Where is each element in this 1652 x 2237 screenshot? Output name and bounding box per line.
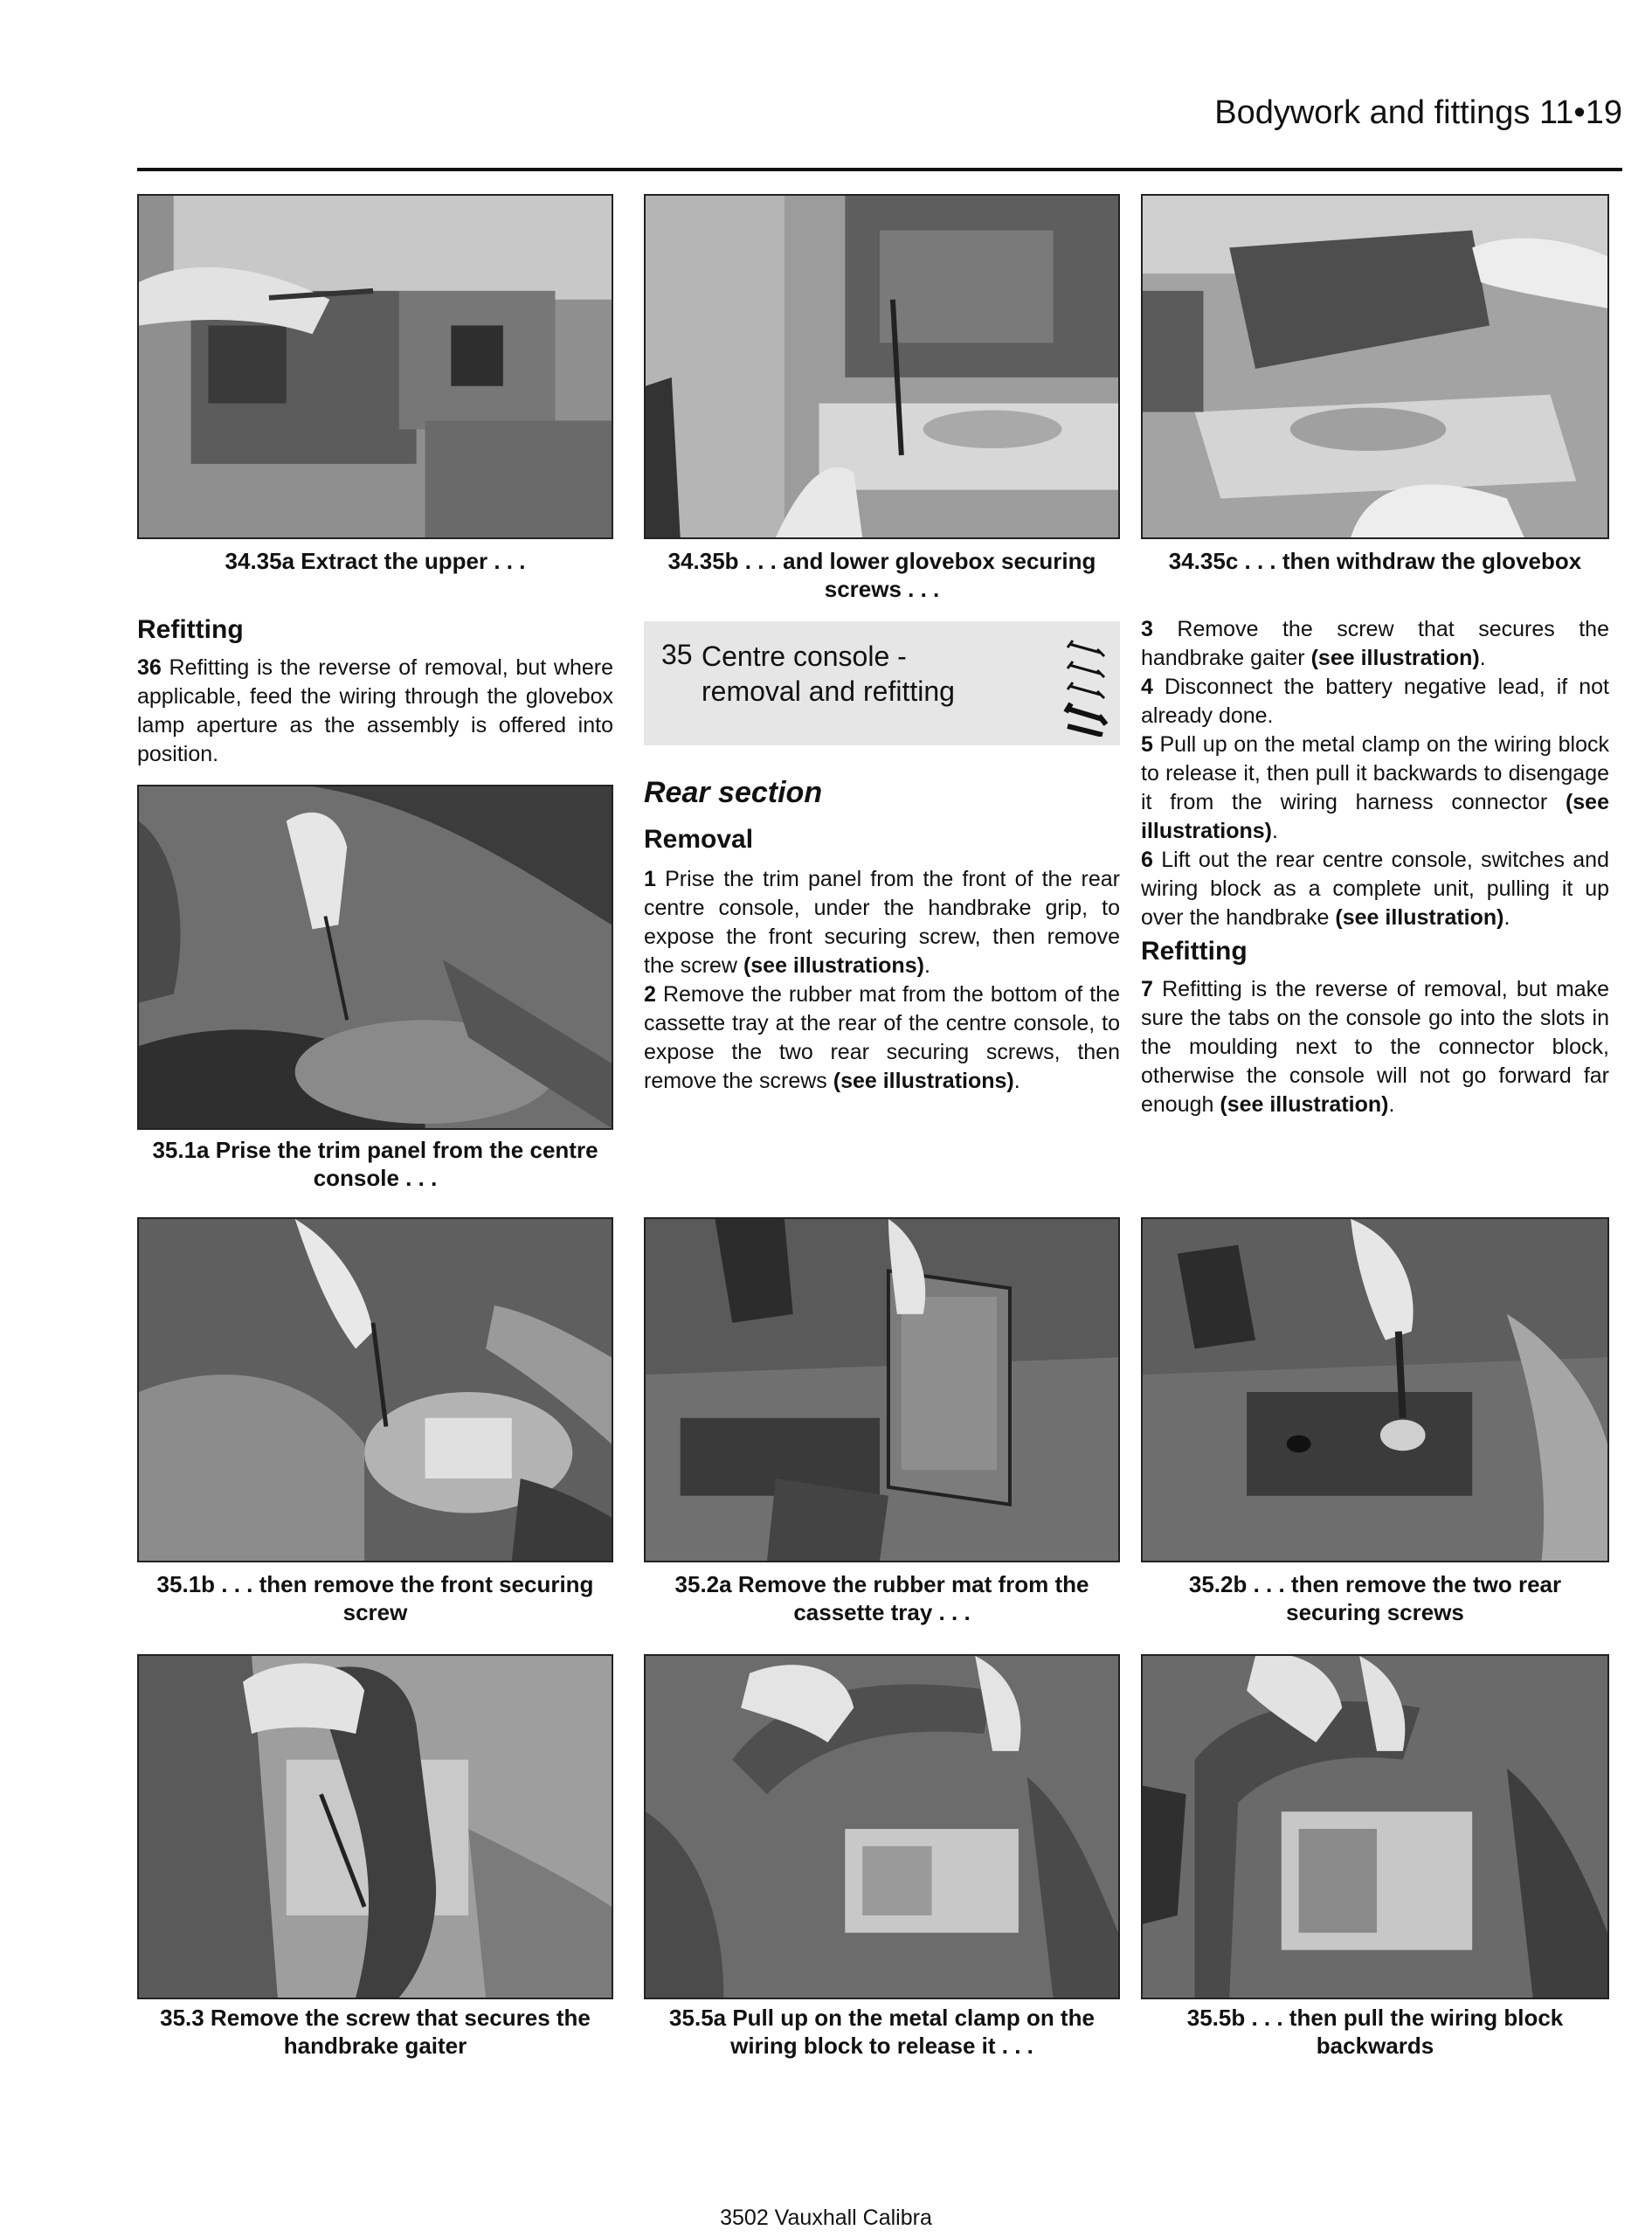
photo-35-1b bbox=[137, 1217, 613, 1562]
right-column-text: 3 Remove the screw that secures the handbrake gaiter (see illustration). 4 Disconnect the battery negative lead, if not already done. 5 Pull up on the metal clamp on the wiring block to release it, then pull it backwards to disengage it from the wiring harness connector (see illustrations). 6 Lift out the rear centre console, switches and wiring block as a complete unit, pulling it up over the handbrake (see illustration). bbox=[1141, 617, 1609, 930]
section-title: Centre console - removal and refitting bbox=[702, 641, 955, 707]
removal-text: 1 Prise the trim panel from the front of the rear centre console, under the handbrake grip, to expose the front securing screw, then remove the screw (see illustrations). 2 Remove the rubber mat from the bottom of the cassette tray at the rear of the centre console, to expose the two rear securing screws, then remove the screws (see illustrations). bbox=[644, 867, 1120, 1093]
rear-section-heading: Rear section bbox=[644, 776, 823, 809]
caption-34-35b: 34.35b . . . and lower glovebox securing screws . . . bbox=[667, 548, 1096, 602]
caption-35-1a: 35.1a Prise the trim panel from the centre console . . . bbox=[152, 1137, 598, 1191]
caption-35-3: 35.3 Remove the screw that secures the handbrake gaiter bbox=[160, 2005, 591, 2059]
left-refitting-text: 36 Refitting is the reverse of removal, but where applicable, feed the wiring through the glovebox lamp aperture as the assembly is offered into position. bbox=[137, 655, 613, 766]
section-number: 35 bbox=[661, 639, 693, 670]
caption-34-35c: 34.35c . . . then withdraw the glovebox bbox=[1168, 548, 1582, 574]
left-refitting-heading: Refitting bbox=[137, 615, 244, 644]
photo-35-1a bbox=[137, 785, 613, 1130]
photo-34-35c bbox=[1141, 194, 1609, 539]
photo-34-35a bbox=[137, 194, 613, 539]
section-35-banner bbox=[644, 621, 1120, 745]
page-footer: 3502 Vauxhall Calibra bbox=[720, 2206, 932, 2230]
right-refitting-heading: Refitting bbox=[1141, 937, 1248, 966]
caption-34-35a: 34.35a Extract the upper . . . bbox=[225, 548, 526, 574]
photo-35-2a bbox=[644, 1217, 1120, 1562]
photo-34-35b bbox=[644, 194, 1120, 539]
photo-35-5b bbox=[1141, 1654, 1609, 1999]
photo-35-2b bbox=[1141, 1217, 1609, 1562]
photo-35-5a bbox=[644, 1654, 1120, 1999]
difficulty-spanners-icon bbox=[1061, 635, 1109, 737]
caption-35-5a: 35.5a Pull up on the metal clamp on the wiring block to release it . . . bbox=[669, 2005, 1095, 2059]
caption-35-5b: 35.5b . . . then pull the wiring block backwards bbox=[1186, 2005, 1564, 2059]
page-header-title: Bodywork and fittings 11•19 bbox=[1214, 94, 1622, 131]
right-refitting-text: 7 Refitting is the reverse of removal, but make sure the tabs on the console go into the slots in the moulding next to the connector block, otherwise the console will not go forward far enough (see illustration). bbox=[1141, 977, 1609, 1117]
removal-heading: Removal bbox=[644, 825, 754, 854]
caption-35-2a: 35.2a Remove the rubber mat from the cassette tray . . . bbox=[674, 1571, 1089, 1625]
caption-35-2b: 35.2b . . . then remove the two rear securing screws bbox=[1188, 1571, 1562, 1625]
header-rule bbox=[137, 168, 1622, 171]
photo-35-3 bbox=[137, 1654, 613, 1999]
caption-35-1b: 35.1b . . . then remove the front securing screw bbox=[156, 1571, 594, 1625]
